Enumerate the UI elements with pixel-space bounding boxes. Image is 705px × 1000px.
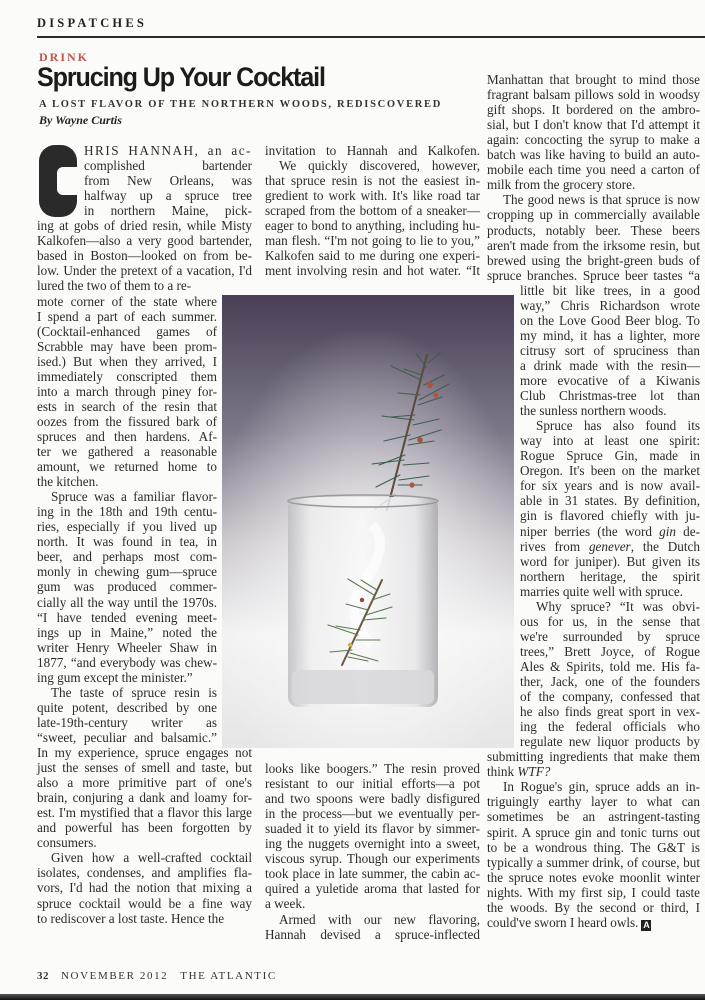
text-line: gum was produced commer- — [37, 579, 217, 595]
text-line: isolates, condenses, and amplifies fla- — [37, 865, 252, 881]
text-line: Scrabble may have been prom- — [37, 338, 217, 354]
text-line: “I have tended evening meet- — [37, 609, 217, 625]
text-line: The good news is that spruce is now — [503, 192, 700, 208]
byline: By Wayne Curtis — [39, 113, 122, 127]
text-line: cropping up in commercially available — [487, 207, 700, 223]
text-line: Rogue Spruce Gin, made in — [520, 448, 700, 464]
text-line: for six years and is now avail- — [520, 478, 700, 494]
text-line: submitting ingredients that make them — [487, 749, 700, 765]
italic-word: gin — [659, 523, 677, 539]
text-line: invitation to Hannah and Kalkofen. — [265, 143, 480, 158]
text-line: ter we gathered a reasonable — [37, 444, 217, 459]
header-rule — [37, 36, 705, 38]
text-line: I spend a part of each summer. — [37, 308, 217, 324]
text-line: (Cocktail-enhanced games of — [37, 323, 217, 339]
text-line: products, notably beer. These beers — [487, 222, 700, 238]
text-line: that spruce resin is not the easiest in- — [265, 173, 480, 189]
text-line: northern heritage, the spirit — [520, 568, 700, 584]
text-line: the woods. By the second or third, I — [487, 899, 700, 915]
text-line: cially all the way until the 1970s. — [37, 594, 217, 610]
article-dek: A LOST FLAVOR OF THE NORTHERN WOODS, REDISCOVERED — [39, 99, 443, 110]
text-line: late-19th-century writer as — [37, 714, 217, 730]
text-line: beer, and perhaps most com- — [37, 549, 217, 565]
text-line: little bit like trees, in a good — [520, 282, 700, 298]
page-edge-shadow — [0, 994, 705, 1000]
text-line: marries quite well with spruce. — [520, 583, 683, 599]
issue-date: NOVEMBER 2012 — [61, 970, 169, 982]
text-line: mote corner of the state where — [37, 293, 217, 309]
page-footer — [37, 970, 289, 982]
text-line: gin is flavored chiefly with ju- — [520, 508, 700, 524]
text-line: viscous syrup. Though our experiments — [265, 851, 480, 867]
text-line: gredient to work with. It's like road tar — [265, 188, 480, 204]
text-line: scraped from the bottom of a sneaker— — [265, 203, 480, 219]
text-line: Oregon. It's been on the market — [520, 463, 700, 479]
text-line: In my experience, spruce engages not — [37, 745, 252, 760]
text-line: in northern Maine, pick- — [84, 203, 252, 219]
text-line: Given how a well-crafted cocktail — [51, 850, 252, 866]
text-line: Spruce has also found its — [536, 418, 700, 434]
text-line: north. It was found in tea, in — [37, 534, 217, 550]
text-line: consumers. — [37, 835, 97, 851]
text-line: regulate new liquor products by — [520, 734, 700, 750]
text-line: ing at gobs of dried resin, while Misty — [37, 218, 252, 234]
text-line: able in 31 states. By definition, — [520, 493, 700, 509]
publication-name: THE ATLANTIC — [180, 970, 277, 982]
text-line: Armed with our new flavoring, — [279, 911, 480, 927]
text-line: low. Under the pretext of a vacation, I'd — [37, 263, 252, 279]
text-line: suaded it to yield its flavor by simmer- — [265, 821, 480, 837]
text-line: HRIS HANNAH, an ac- — [84, 143, 252, 158]
text-line: sial, but I don't know that I'd attempt it — [487, 117, 700, 133]
text-line: also a more primitive part of one's — [37, 775, 252, 791]
text-line: complished bartender — [84, 158, 252, 174]
text-line: amount, we returned home to — [37, 459, 217, 475]
text-line: citrusy sort of spruciness than — [520, 342, 700, 358]
page-number: 32 — [37, 970, 49, 982]
text-line: way into at least one spirit: — [520, 433, 700, 449]
section-label: DISPATCHES — [37, 16, 148, 30]
text-line: looks like boogers.” The resin proved — [265, 761, 480, 776]
text-line: ests in search of the resin that — [37, 398, 217, 414]
text-line: ing gum except the minister.” — [37, 669, 193, 685]
cocktail-photo — [222, 295, 514, 748]
text-line: immediately conscripted them — [37, 368, 217, 384]
text-line: spruce branches. Spruce beer tastes “a — [487, 267, 700, 283]
text-line: 1877, “and everybody was chew- — [37, 654, 217, 670]
text-line: ised.) But when they arrived, I — [37, 353, 217, 369]
text-line: brewed using the bright-green buds of — [487, 252, 700, 268]
text-line: spruce cocktail would be a fine way — [37, 895, 252, 911]
text-line: to be a wondrous thing. The G&T is — [487, 839, 700, 855]
text-line: batch was like having to build an auto- — [487, 147, 700, 163]
text-line: monly in chewing gum—spruce — [37, 564, 217, 580]
text-line: brain, conjuring a dank and loamy for- — [37, 790, 252, 806]
text-line: quite potent, described by one — [37, 699, 217, 715]
text-line: lured the two of them to a re- — [37, 278, 192, 294]
text-line: he also finds great sport in vex- — [520, 704, 700, 720]
text-line: ous for us, in the sense that — [520, 613, 700, 629]
text-line: ings up in Maine,” noted the — [37, 624, 217, 640]
text-line: the spruce notes evoke moonlit winter — [487, 869, 700, 885]
text-line: est. I'm mystified that a flavor this large — [37, 805, 252, 821]
text-line: Ales & Spirits, told me. His fa- — [520, 658, 700, 674]
text-line: spruces and then hardens. Af- — [37, 428, 217, 444]
text-line: and two spoons were badly disfigured — [265, 791, 480, 807]
text-line: on the Love Good Beer blog. To — [520, 312, 700, 328]
text-line: and powerful has been forgotten by — [37, 820, 252, 836]
text-line: typically a summer drink, of course, but — [487, 854, 700, 870]
text-line: into a march through piney for- — [37, 383, 217, 399]
text-line: niper berries (the word gin de- — [520, 523, 700, 539]
text-line: ther, Jack, one of the founders — [520, 674, 700, 689]
text-line: Why spruce? “It was obvi- — [536, 598, 700, 614]
text-line: think WTF? — [487, 764, 551, 780]
text-line: nights. With my first sip, I could taste — [487, 884, 700, 900]
text-line: eager to bond to anything, including hu- — [265, 218, 480, 234]
text-line: “sweet, peculiar and balsamic.” — [37, 729, 217, 745]
text-line: Hannah devised a spruce-inflected — [265, 926, 480, 942]
text-line: the kitchen. — [37, 474, 99, 490]
text-line: Kalkofen—also a very good bartender, — [37, 233, 252, 249]
text-line: Manhattan that brought to mind those — [487, 72, 700, 87]
text-line: based in Boston—looked on from be- — [37, 248, 252, 264]
text-line: resistant to our initial efforts—a pot — [265, 776, 480, 792]
text-line: Spruce was a familiar flavor- — [51, 489, 217, 505]
text-line: Club Christmas-tree lot than — [520, 388, 700, 404]
text-line: of the company, confessed that — [520, 689, 700, 705]
drop-cap — [39, 145, 77, 217]
text-line: we're surrounded by spruce — [520, 628, 700, 644]
text-line: ing in the 18th and 19th centu- — [37, 504, 217, 520]
end-mark-icon: A — [643, 919, 650, 930]
italic-word: genever — [588, 538, 631, 554]
text-line: just the senses of smell and taste, but — [37, 760, 252, 776]
article-title: Sprucing Up Your Cocktail — [37, 62, 325, 92]
text-line: ing the nuggets overnight into a sweet, — [265, 836, 480, 852]
text-line: ing the federal officials who — [520, 719, 700, 735]
text-line: gift shops. It bordered on the ambro- — [487, 102, 700, 118]
text-line: a week. — [265, 896, 306, 912]
text-line: in the process—but we eventually per- — [265, 806, 480, 822]
text-line: took place in late summer, the cabin ac- — [265, 866, 480, 882]
text-line: way,” Chris Richardson wrote — [520, 297, 700, 313]
text-line: trees,” Brett Joyce, of Rogue — [520, 643, 700, 659]
text-line: sometimes be an astringent-tasting — [487, 809, 700, 825]
text-line: my mind, it has a lighter, more — [520, 327, 700, 343]
text-line: vors, I'd had the notion that mixing a — [37, 880, 252, 896]
text-line: In Rogue's gin, spruce adds an in- — [503, 779, 700, 795]
text-line: oozes from the fissured bark of — [37, 413, 217, 429]
text-line: The taste of spruce resin is — [51, 684, 217, 700]
text-line: quired a yuletide aroma that lasted for — [265, 881, 480, 897]
text-line: from New Orleans, was — [84, 173, 252, 189]
text-line: to rediscover a lost taste. Hence the — [37, 910, 225, 926]
text-line: again: concocting the syrup to make a — [487, 132, 700, 148]
text-line: spirit. A spruce gin and tonic turns out — [487, 824, 700, 840]
text-line: aren't made from the irksome resin, but — [487, 237, 700, 253]
text-line: ries, especially if you lived up — [37, 519, 217, 535]
text-line: fragrant balsam pillows sold in woodsy — [487, 87, 700, 103]
text-line: could've sworn I heard owls. A — [487, 914, 650, 930]
text-line: more evocative of a Kiwanis — [520, 373, 700, 388]
kicker: DRINK — [39, 50, 90, 64]
text-line: rives from genever, the Dutch — [520, 538, 700, 554]
text-line: milk from the grocery store. — [487, 177, 636, 193]
text-line: halfway up a spruce tree — [84, 188, 252, 204]
text-line: mobile each time you need a carton of — [487, 162, 700, 178]
text-line: the sunless northern woods. — [520, 403, 667, 419]
text-line: Kalkofen said to me during one experi- — [265, 248, 480, 264]
text-line: word for juniper). But given its — [520, 553, 700, 569]
text-line: writer Henry Wheeler Shaw in — [37, 639, 217, 655]
article-photo — [222, 295, 514, 748]
text-line: We quickly discovered, however, — [279, 158, 480, 174]
text-line: triguingly earthy layer to what can — [487, 794, 700, 810]
text-line: man flesh. “I'm not going to lie to you,” — [265, 233, 480, 249]
text-line: ment involving resin and hot water. “It — [265, 263, 480, 279]
italic-word: WTF? — [517, 764, 551, 780]
text-line: a drink made with the resin— — [520, 357, 700, 373]
